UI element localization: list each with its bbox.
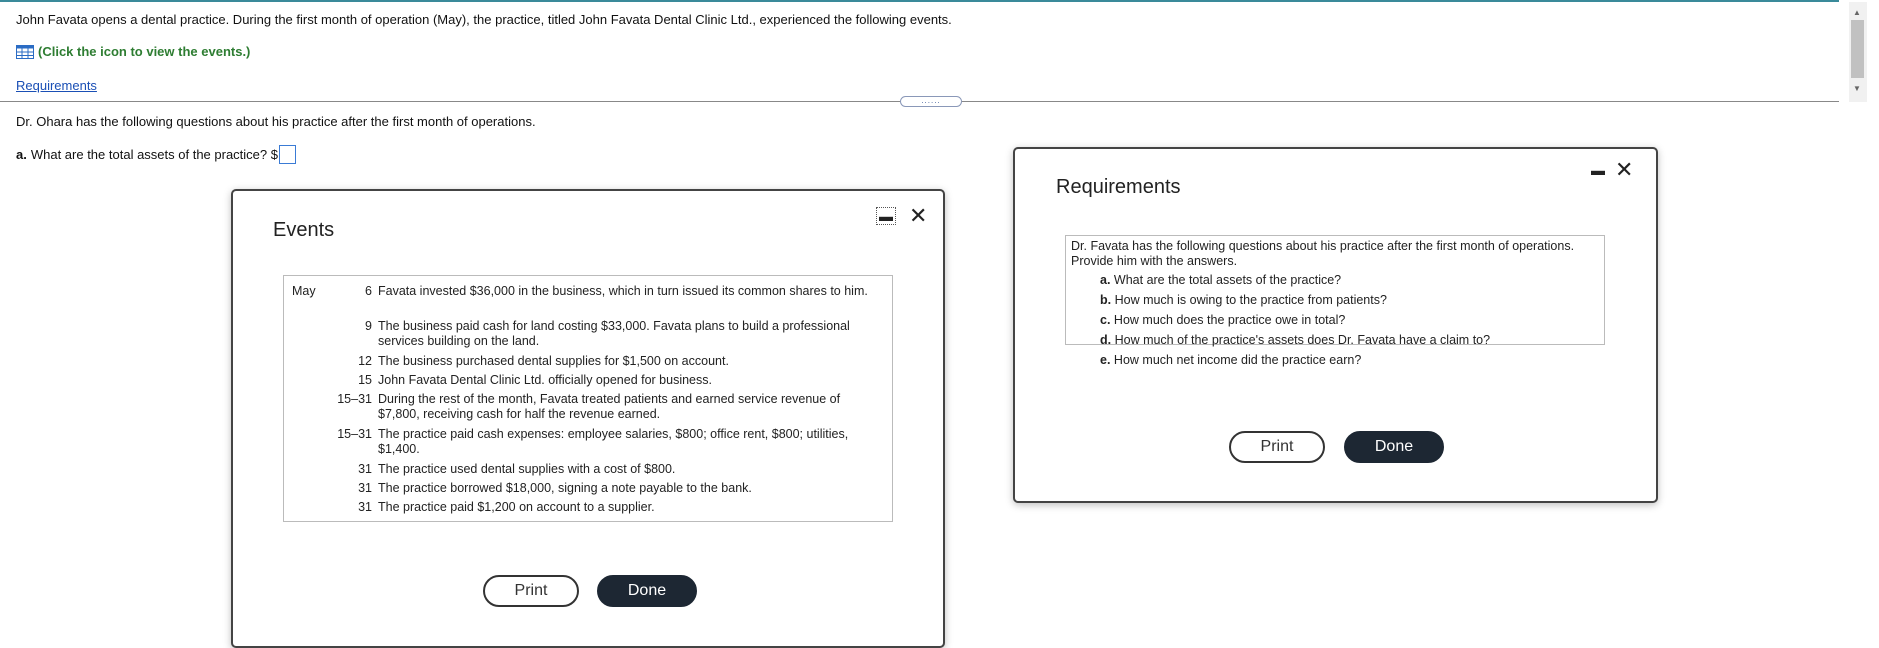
event-text: The practice paid $1,200 on account to a supplier. xyxy=(378,500,655,514)
requirement-text: How much is owing to the practice from patients? xyxy=(1114,293,1387,307)
requirement-text: What are the total assets of the practice? xyxy=(1113,273,1342,287)
event-text: John Favata Dental Clinic Ltd. officially opened for business. xyxy=(378,373,712,387)
requirements-intro: Dr. Favata has the following questions about his practice after the first month of operations. Provide him with the answers. xyxy=(1071,239,1575,268)
events-month: May xyxy=(292,284,316,298)
events-table xyxy=(283,275,893,522)
requirement-text: How much does the practice owe in total? xyxy=(1113,313,1346,327)
event-row xyxy=(324,392,884,422)
event-text: The practice used dental supplies with a cost of $800. xyxy=(378,462,676,476)
event-row xyxy=(324,462,884,477)
event-day: 31 xyxy=(358,500,372,514)
view-events-label[interactable]: (Click the icon to view the events.) xyxy=(38,44,251,59)
event-day: 15 xyxy=(358,373,372,387)
scroll-up-arrow-icon[interactable]: ▲ xyxy=(1853,8,1861,17)
event-text: The practice paid cash expenses: employee salaries, $800; office rent, $800; utilities, $1,400. xyxy=(378,427,849,456)
requirement-letter: d. xyxy=(1100,333,1112,347)
event-text: The business purchased dental supplies for $1,500 on account. xyxy=(378,354,729,368)
requirement-item xyxy=(1100,313,1345,328)
minimize-icon[interactable]: ▬ xyxy=(1591,162,1605,178)
requirement-item xyxy=(1100,293,1387,308)
requirement-text: How much net income did the practice earn? xyxy=(1113,353,1362,367)
table-icon[interactable] xyxy=(16,45,34,59)
event-row xyxy=(324,373,884,388)
problem-intro: John Favata opens a dental practice. During the first month of operation (May), the practice, titled John Favata Dental Clinic Ltd., experienced the following events. xyxy=(16,12,952,27)
requirement-item xyxy=(1100,353,1361,368)
total-assets-input[interactable] xyxy=(279,145,296,164)
event-text: During the rest of the month, Favata treated patients and earned service revenue of $7,800, receiving cash for half the revenue earned. xyxy=(378,392,841,421)
events-print-button[interactable]: Print xyxy=(483,575,579,607)
close-icon[interactable]: ✕ xyxy=(1615,157,1634,182)
events-dialog-title: Events xyxy=(273,219,335,241)
event-day: 15–31 xyxy=(337,392,372,406)
event-row xyxy=(324,284,884,299)
question-a-letter: a. xyxy=(16,147,27,162)
event-text: The business paid cash for land costing $33,000. Favata plans to build a professional services building on the land. xyxy=(378,319,850,348)
event-day: 31 xyxy=(358,481,372,495)
scrollbar-thumb[interactable] xyxy=(1851,20,1864,78)
requirements-box xyxy=(1065,235,1605,367)
divider-handle[interactable]: ...... xyxy=(900,96,962,107)
requirements-dialog xyxy=(1013,147,1658,503)
event-day: 31 xyxy=(358,462,372,476)
requirement-letter: e. xyxy=(1100,353,1111,367)
scroll-down-arrow-icon[interactable]: ▼ xyxy=(1853,84,1861,93)
requirement-item xyxy=(1100,273,1341,288)
requirements-link[interactable]: Requirements xyxy=(16,78,97,93)
events-dialog xyxy=(231,189,945,648)
requirement-text: How much of the practice's assets does Dr. Favata have a claim to? xyxy=(1114,333,1491,347)
requirement-letter: a. xyxy=(1100,273,1111,287)
question-a-text: What are the total assets of the practice? $ xyxy=(30,147,278,162)
close-icon[interactable]: ✕ xyxy=(909,203,928,228)
event-row xyxy=(324,481,884,496)
requirements-dialog-title: Requirements xyxy=(1056,176,1181,198)
view-events-link[interactable] xyxy=(16,44,250,59)
requirements-print-button[interactable]: Print xyxy=(1229,431,1325,463)
event-day: 6 xyxy=(365,284,372,298)
event-row xyxy=(324,427,884,457)
event-text: The practice borrowed $18,000, signing a note payable to the bank. xyxy=(378,481,752,495)
event-row xyxy=(324,500,884,515)
event-day: 15–31 xyxy=(337,427,372,441)
requirements-done-button[interactable]: Done xyxy=(1344,431,1444,463)
event-text: Favata invested $36,000 in the business, which in turn issued its common shares to him. xyxy=(378,284,868,298)
question-a xyxy=(16,145,296,164)
vertical-scrollbar[interactable] xyxy=(1839,0,1879,646)
requirement-letter: b. xyxy=(1100,293,1112,307)
requirement-item xyxy=(1100,333,1490,348)
event-day: 12 xyxy=(358,354,372,368)
question-intro: Dr. Ohara has the following questions about his practice after the first month of operations. xyxy=(16,114,536,129)
events-done-button[interactable]: Done xyxy=(597,575,697,607)
event-day: 9 xyxy=(365,319,372,333)
top-border xyxy=(0,0,1879,2)
event-row xyxy=(324,319,884,349)
minimize-icon[interactable]: ▬ xyxy=(876,207,896,225)
event-row xyxy=(324,354,884,369)
requirement-letter: c. xyxy=(1100,313,1111,327)
